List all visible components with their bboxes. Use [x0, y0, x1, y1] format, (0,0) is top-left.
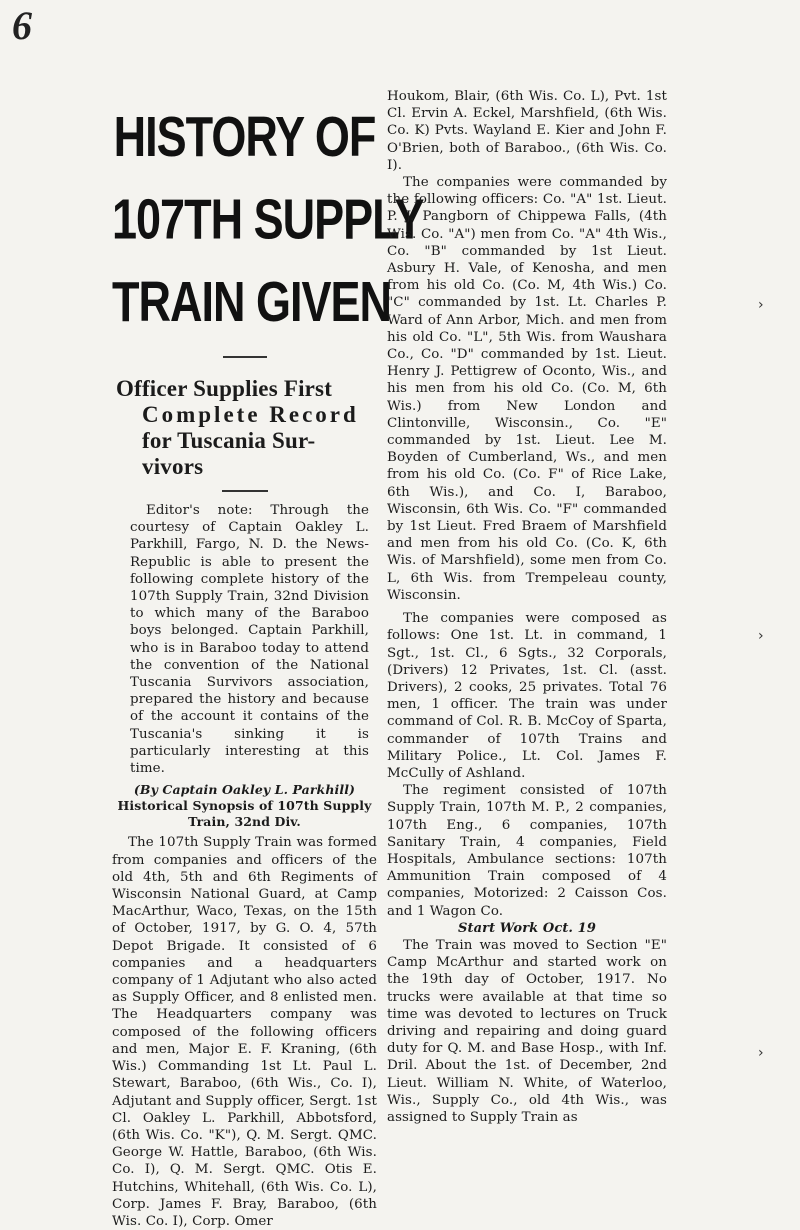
article-paragraph: The Train was moved to Section "E" Camp McArthur and started work on the 19th day of October, 1917. No trucks were available at that time so time was devoted to lectures on Truck driving and repairing and doing guard duty for Q. M. and Base Hosp., with Inf. Dril. About the 1st. of December, 2nd Lieut. William N. White, of Waterloo, Wis., Supply Co., old 4th Wis., was assigned to Supply Train as — [387, 937, 667, 1125]
page-number: 6 — [12, 3, 32, 48]
subhead-line: vivors — [142, 454, 204, 479]
byline: (By Captain Oakley L. Parkhill) — [133, 782, 356, 798]
left-column — [112, 88, 424, 1230]
subhead-line: for Tuscania Sur- — [142, 428, 316, 453]
margin-mark: › — [758, 628, 764, 644]
margin-mark: › — [758, 297, 764, 313]
divider — [222, 490, 268, 492]
headline-line: HISTORY OF — [113, 104, 376, 169]
editors-note: Editor's note: Through the courtesy of Captain Oakley L. Parkhill, Fargo, N. D. the News-Republic is able to present the following complete history of the 107th Supply Train, 32nd Division to which many of the Baraboo boys belonged. Captain Parkhill, who is in Baraboo today to attend the convention of the National Tuscania Survivors association, prepared the history and because of the account it contains of the Tuscania's sinking it is particularly interesting at this time. — [130, 503, 369, 777]
synopsis-title: Historical Synopsis of 107th Supply Train, 32nd Div. — [117, 798, 372, 830]
divider — [223, 356, 267, 358]
article-paragraph: The companies were composed as follows: One 1st. Lt. in command, 1 Sgt., 1st. Cl., 6 Sgts., 32 Corporals, (Drivers) 12 Privates, 1st. Cl. (asst. Drivers), 2 cooks, 25 privates. Total 76 men, 1 officer. The train was under command of Col. R. B. McCoy of Sparta, commander of 107th Trains and Military Police., Lt. Col. James F. McCully of Ashland. — [387, 611, 667, 781]
right-column — [387, 88, 667, 1126]
headline — [112, 96, 424, 344]
subhead-line: Officer Supplies First — [116, 376, 333, 401]
article-paragraph: The companies were commanded by the following officers: Co. "A" 1st. Lieut. P. J. Pangborn of Chippewa Falls, (4th Wis. Co. "A") men from Co. "A" 4th Wis., Co. "B" commanded by 1st Lieut. Asbury H. Vale, of Kenosha, and men from his old Co. (Co. M, 4th Wis.) Co. "C" commanded by 1st. Lt. Charles P. Ward of Ann Arbor, Mich. and men from his old Co. "L", 5th Wis. from Waushara Co., Co. "D" commanded by 1st. Lieut. Henry J. Pettigrew of Oconto, Wis., and his men from his old Co. (Co. M, 6th Wis.) from New London and Clintonville, Wisconsin., Co. "E" commanded by 1st. Lieut. Lee M. Boyden of Cumberland, Ws., and men from his old Co. (Co. F" of Rice Lake, 6th Wis.), and Co. I, Baraboo, Wisconsin, 6th Wis. Co. "F" commanded by 1st Lieut. Fred Braem of Marshfield and men from his old Co. (Co. K, 6th Wis. of Marshfield), some men from Co. L, 6th Wis. from Trempeleau county, Wisconsin. — [387, 175, 667, 603]
headline-line: TRAIN GIVEN — [112, 269, 392, 334]
subheadline — [116, 376, 377, 480]
headline-line: 107TH SUPPLY — [112, 187, 424, 251]
article-paragraph: Houkom, Blair, (6th Wis. Co. L), Pvt. 1st Cl. Ervin A. Eckel, Marshfield, (6th Wis. Co. K) Pvts. Wayland E. Kier and John F. O'Brien, both of Baraboo., (6th Wis. Co. I). — [387, 89, 667, 173]
section-heading: Start Work Oct. 19 — [458, 920, 596, 936]
article-body-left: The 107th Supply Train was formed from companies and officers of the old 4th, 5th and 6th Regiments of Wisconsin National Guard, at Camp MacArthur, Waco, Texas, on the 15th of October, 1917, by G. O. 4, 57th Depot Brigade. It consisted of 6 companies and a headquarters company of 1 Adjutant who also acted as Supply Officer, and 8 enlisted men. The Headquarters company was composed of the following officers and men, Major E. F. Kraning, (6th Wis.) Commanding 1st Lt. Paul L. Stewart, Baraboo, (6th Wis., Co. I), Adjutant and Supply officer, Sergt. 1st Cl. Oakley L. Parkhill, Abbotsford, (6th Wis. Co. "K"), Q. M. Sergt. QMC. George W. Hattle, Baraboo, (6th Wis. Co. I), Q. M. Sergt. QMC. Otis E. Hutchins, Whitehall, (6th Wis. Co. L), Corp. James F. Bray, Baraboo, (6th Wis. Co. I), Corp. Omer — [112, 835, 377, 1229]
margin-mark: › — [758, 1045, 764, 1061]
article-paragraph: The regiment consisted of 107th Supply Train, 107th M. P., 2 companies, 107th Eng., 6 companies, 107th Sanitary Train, 4 companies, Field Hospitals, Ambulance sections: 107th Ammunition Train composed of 4 companies, Motorized: 2 Caisson Cos. and 1 Wagon Co. — [387, 783, 667, 919]
subhead-line: Complete Record — [142, 402, 359, 427]
